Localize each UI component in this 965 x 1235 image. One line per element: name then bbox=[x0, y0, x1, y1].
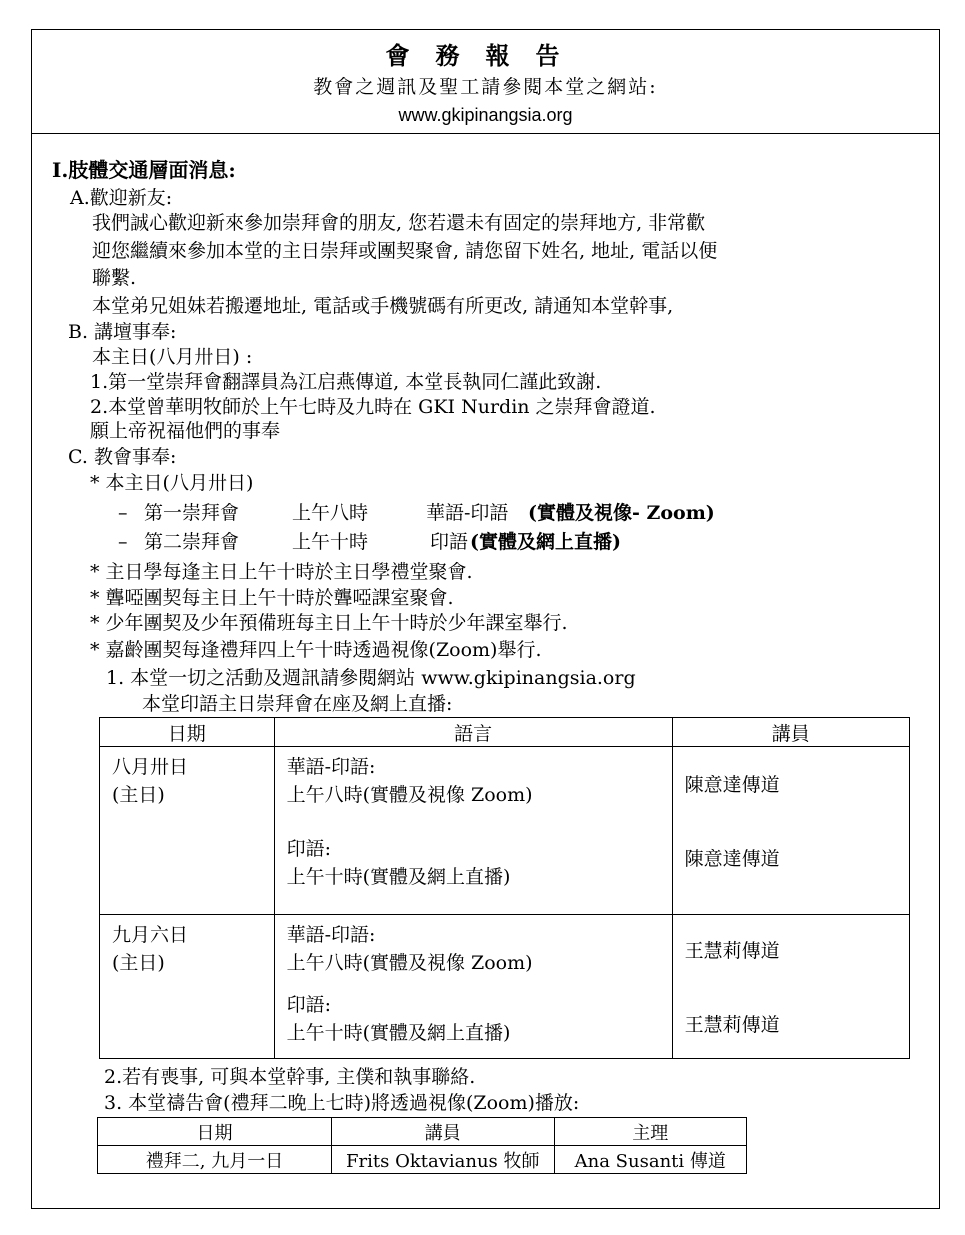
paragraph-line: 願上帝祝福他們的事奉 bbox=[90, 420, 281, 442]
paragraph-line: 本堂弟兄姐妹若搬遷地址, 電話或手機號碼有所更改, 請通知本堂幹事, bbox=[92, 295, 674, 317]
language-cell bbox=[274, 915, 672, 1059]
service-name: 第一崇拜會 bbox=[144, 502, 240, 524]
row-day: (主日) bbox=[112, 784, 165, 806]
table-header-row bbox=[98, 1118, 747, 1146]
column-header: 語言 bbox=[274, 718, 672, 747]
language-label: 印語: bbox=[286, 838, 331, 860]
service-time: 上午八時(實體及視像 Zoom) bbox=[286, 784, 533, 806]
speaker-name: 陳意達傳道 bbox=[684, 848, 780, 870]
prayer-speaker: Frits Oktavianus 牧師 bbox=[332, 1146, 554, 1174]
subsection-c-label: C. 教會事奉: bbox=[68, 446, 177, 468]
language-label: 華語-印語: bbox=[286, 756, 376, 778]
speaker-name: 王慧莉傳道 bbox=[684, 940, 780, 962]
header bbox=[32, 30, 939, 134]
service-time: 上午十時 bbox=[292, 531, 369, 553]
table-row bbox=[100, 747, 910, 915]
service-language: 華語-印語 bbox=[426, 502, 509, 524]
service-time: 上午八時(實體及視像 Zoom) bbox=[286, 952, 533, 974]
service-language: 印語 bbox=[430, 531, 469, 553]
numbered-item: 2.若有喪事, 可與本堂幹事, 主僕和執事聯絡. bbox=[104, 1066, 476, 1088]
prayer-leader: Ana Susanti 傳道 bbox=[554, 1146, 746, 1174]
column-header: 日期 bbox=[98, 1118, 332, 1146]
column-header: 日期 bbox=[100, 718, 275, 747]
date-line: 本主日(八月卅日) : bbox=[92, 346, 253, 368]
speaker-cell bbox=[672, 915, 909, 1059]
service-time: 上午十時(實體及網上直播) bbox=[286, 866, 511, 888]
column-header: 講員 bbox=[672, 718, 909, 747]
table-row bbox=[98, 1146, 747, 1174]
paragraph-line: 1.第一堂崇拜會翻譯員為江启燕傳道, 本堂長執同仁謹此致謝. bbox=[90, 371, 602, 393]
numbered-item: 3. 本堂禱告會(禮拜二晚上七時)將透過視像(Zoom)播放: bbox=[104, 1092, 580, 1114]
numbered-item: 1. 本堂一切之活動及週訊請參閱網站 www.gkipinangsia.org bbox=[106, 667, 636, 689]
page-title: 會務報告 bbox=[385, 41, 586, 70]
schedule-table bbox=[99, 717, 910, 1059]
header-subtitle: 教會之週訊及聖工請參閱本堂之網站: bbox=[313, 76, 658, 98]
website-link[interactable]: www.gkipinangsia.org bbox=[398, 105, 573, 125]
service-time: 上午八時 bbox=[292, 502, 369, 524]
row-day: (主日) bbox=[112, 952, 165, 974]
bullet-line: * 嘉齡團契每逢禮拜四上午十時透過視像(Zoom)舉行. bbox=[90, 639, 542, 661]
service-time: 上午十時(實體及網上直播) bbox=[286, 1022, 511, 1044]
speaker-name: 陳意達傳道 bbox=[684, 774, 780, 796]
speaker-name: 王慧莉傳道 bbox=[684, 1014, 780, 1036]
subsection-b-label: B. 講壇事奉: bbox=[68, 321, 177, 343]
sunday-line: * 本主日(八月卅日) bbox=[90, 472, 254, 494]
language-label: 印語: bbox=[286, 994, 331, 1016]
table-header-row bbox=[100, 718, 910, 747]
prayer-date: 禮拜二, 九月一日 bbox=[98, 1146, 332, 1174]
service-dash: – bbox=[118, 502, 128, 524]
service-mode: (實體及網上直播) bbox=[470, 531, 621, 553]
language-label: 華語-印語: bbox=[286, 924, 376, 946]
table-row bbox=[100, 915, 910, 1059]
service-mode: (實體及視像- Zoom) bbox=[528, 502, 715, 524]
paragraph-line: 聯繫. bbox=[92, 267, 137, 289]
paragraph-line: 2.本堂曾華明牧師於上午七時及九時在 GKI Nurdin 之崇拜會證道. bbox=[90, 396, 656, 418]
column-header: 講員 bbox=[332, 1118, 554, 1146]
row-date: 九月六日 bbox=[112, 924, 189, 946]
service-name: 第二崇拜會 bbox=[144, 531, 240, 553]
section-heading: I.肢體交通層面消息: bbox=[52, 158, 236, 182]
bullet-line: * 聾啞團契每主日上午十時於聾啞課室聚會. bbox=[90, 587, 454, 609]
bullet-line: * 少年團契及少年預備班每主日上午十時於少年課室舉行. bbox=[90, 612, 568, 634]
prayer-meeting-table bbox=[97, 1117, 747, 1174]
paragraph-line: 我們誠心歡迎新來參加崇拜會的朋友, 您若還未有固定的崇拜地方, 非常歡 bbox=[92, 212, 706, 234]
bullet-line: * 主日學每逢主日上午十時於主日學禮堂聚會. bbox=[90, 561, 473, 583]
row-date: 八月卅日 bbox=[112, 756, 189, 778]
paragraph-line: 迎您繼續來參加本堂的主日崇拜或團契聚會, 請您留下姓名, 地址, 電話以便 bbox=[92, 240, 718, 262]
date-cell bbox=[100, 915, 275, 1059]
language-cell bbox=[274, 747, 672, 915]
service-dash: – bbox=[118, 531, 128, 553]
date-cell bbox=[100, 747, 275, 915]
column-header: 主理 bbox=[554, 1118, 746, 1146]
numbered-item-sub: 本堂印語主日崇拜會在座及網上直播: bbox=[142, 693, 453, 715]
speaker-cell bbox=[672, 747, 909, 915]
subsection-a-label: A.歡迎新友: bbox=[70, 187, 173, 209]
